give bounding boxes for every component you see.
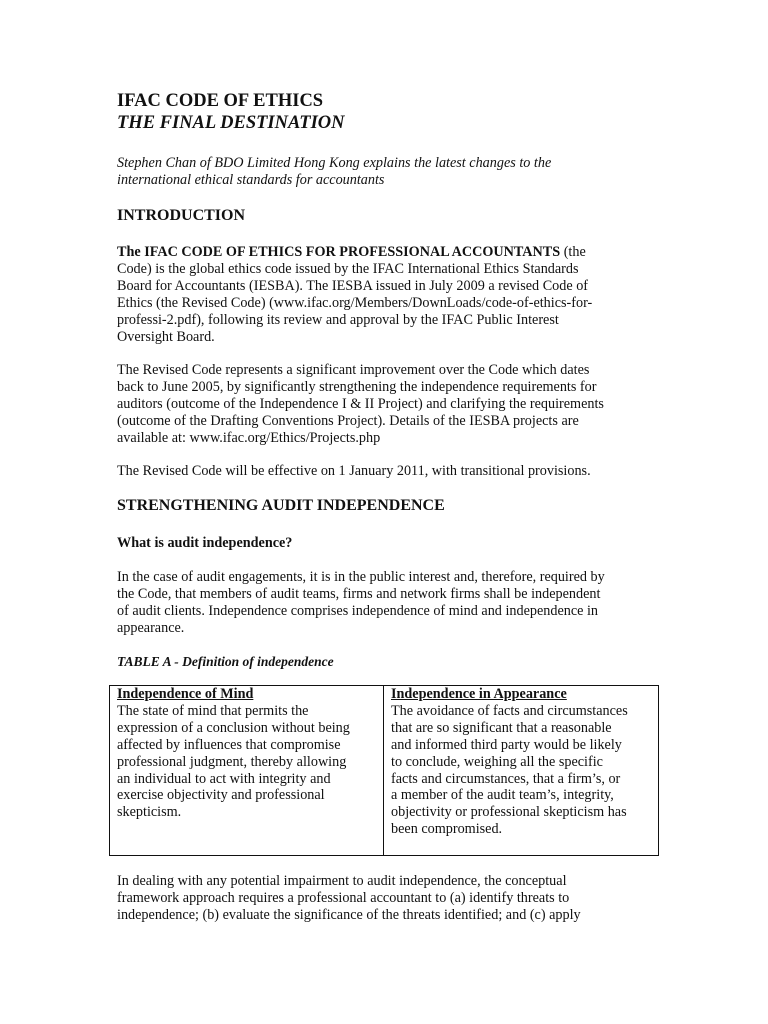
document-subtitle: THE FINAL DESTINATION bbox=[117, 113, 345, 133]
appearance-line-6: a member of the audit team’s, integrity, bbox=[391, 787, 614, 804]
intro-paragraph-1-line-3: Board for Accountants (IESBA). The IESBA issued in July 2009 a revised Code of bbox=[117, 278, 589, 294]
audit-independence-subheading: What is audit independence? bbox=[117, 535, 293, 551]
intro-paragraph-2-line-1: The Revised Code represents a significant improvement over the Code which dates bbox=[117, 362, 590, 378]
audit-paragraph-1-line-4: appearance. bbox=[117, 620, 185, 636]
intro-paragraph-2-line-2: back to June 2005, by significantly strengthening the independence requirements for bbox=[117, 379, 597, 395]
audit-paragraph-1-line-1: In the case of audit engagements, it is in the public interest and, therefore, required by bbox=[117, 569, 605, 585]
intro-paragraph-3: The Revised Code will be effective on 1 January 2011, with transitional provisions. bbox=[117, 463, 591, 479]
table-caption-prefix: TABLE A bbox=[117, 654, 171, 669]
code-name-bold: The IFAC CODE OF ETHICS FOR PROFESSIONAL ACCOUNTANTS bbox=[117, 244, 561, 260]
appearance-line-4: to conclude, weighing all the specific bbox=[391, 753, 603, 770]
intro-paragraph-1-line-5: professi-2.pdf), following its review and approval by the IFAC Public Interest bbox=[117, 312, 559, 328]
lead-line-1: Stephen Chan of BDO Limited Hong Kong explains the latest changes to the bbox=[117, 155, 552, 171]
intro-paragraph-2-line-3: auditors (outcome of the Independence I & II Project) and clarifying the requirements bbox=[117, 396, 604, 412]
intro-paragraph-1-line-4: Ethics (the Revised Code) (www.ifac.org/Members/DownLoads/code-of-ethics-for- bbox=[117, 295, 593, 311]
mind-line-1: The state of mind that permits the bbox=[117, 702, 309, 719]
lead-line-2: international ethical standards for accountants bbox=[117, 172, 385, 188]
mind-line-7: skepticism. bbox=[117, 804, 182, 821]
appearance-line-8: been compromised. bbox=[391, 821, 503, 838]
independence-of-mind-cell bbox=[110, 686, 384, 856]
appearance-line-3: and informed third party would be likely bbox=[391, 736, 622, 753]
definition-table bbox=[109, 685, 659, 856]
intro-paragraph-1-line-6: Oversight Board. bbox=[117, 329, 215, 345]
table-caption bbox=[117, 653, 334, 670]
table-row bbox=[110, 686, 659, 856]
appearance-line-5: facts and circumstances, that a firm’s, or bbox=[391, 770, 621, 787]
audit-paragraph-1-line-3: of audit clients. Independence comprises independence of mind and independence in bbox=[117, 603, 599, 619]
table-caption-text: - Definition of independence bbox=[170, 654, 334, 669]
appearance-line-1: The avoidance of facts and circumstances bbox=[391, 702, 628, 719]
independence-in-appearance-header: Independence in Appearance bbox=[391, 686, 567, 702]
mind-line-2: expression of a conclusion without being bbox=[117, 719, 350, 736]
intro-paragraph-1-line-2: Code) is the global ethics code issued by the IFAC International Ethics Standards bbox=[117, 261, 579, 277]
code-name-suffix: (the bbox=[560, 244, 586, 260]
mind-line-4: professional judgment, thereby allowing bbox=[117, 753, 347, 770]
audit-paragraph-2-line-2: framework approach requires a professional accountant to (a) identify threats to bbox=[117, 890, 570, 906]
mind-line-6: exercise objectivity and professional bbox=[117, 787, 325, 804]
audit-paragraph-2-line-3: independence; (b) evaluate the significance of the threats identified; and (c) apply bbox=[117, 907, 581, 923]
mind-line-5: an individual to act with integrity and bbox=[117, 770, 331, 787]
audit-paragraph-1-line-2: the Code, that members of audit teams, firms and network firms shall be independent bbox=[117, 586, 601, 602]
audit-paragraph-2-line-1: In dealing with any potential impairment to audit independence, the conceptual bbox=[117, 873, 567, 889]
introduction-heading: INTRODUCTION bbox=[117, 207, 246, 224]
document-title: IFAC CODE OF ETHICS bbox=[117, 91, 324, 111]
intro-paragraph-1-line-1 bbox=[117, 244, 586, 261]
intro-paragraph-2-line-5: available at: www.ifac.org/Ethics/Projects.php bbox=[117, 430, 381, 446]
intro-paragraph-2-line-4: (outcome of the Drafting Conventions Project). Details of the IESBA projects are bbox=[117, 413, 579, 429]
audit-independence-heading: STRENGTHENING AUDIT INDEPENDENCE bbox=[117, 497, 445, 514]
independence-in-appearance-cell bbox=[384, 686, 659, 856]
appearance-line-7: objectivity or professional skepticism has bbox=[391, 804, 627, 821]
mind-line-3: affected by influences that compromise bbox=[117, 736, 341, 753]
appearance-line-2: that are so significant that a reasonable bbox=[391, 719, 612, 736]
independence-of-mind-header: Independence of Mind bbox=[117, 686, 254, 702]
